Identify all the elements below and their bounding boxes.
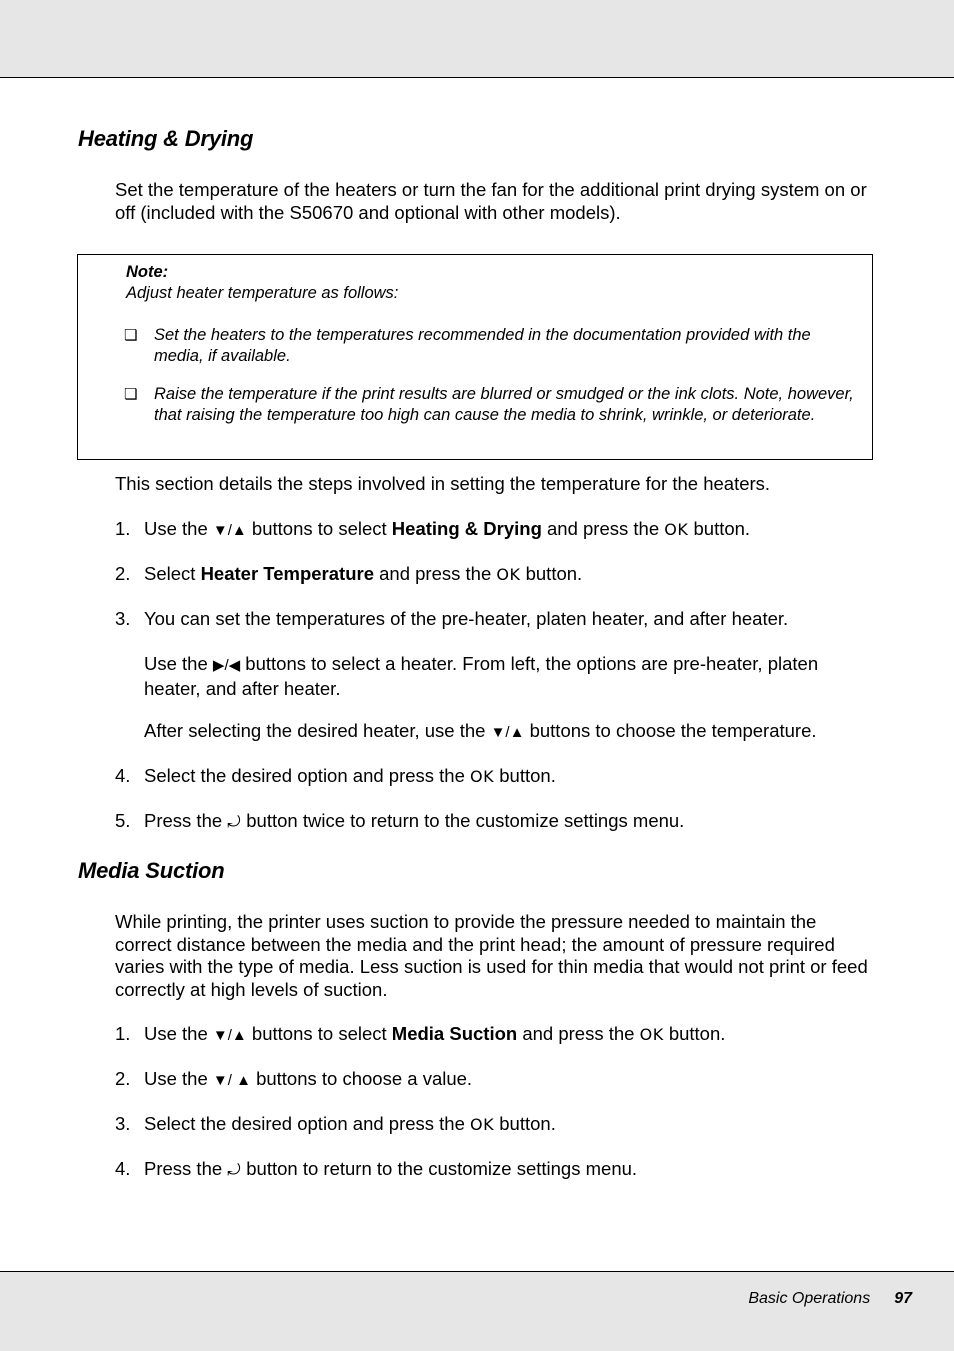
heating-intro: Set the temperature of the heaters or turn the fan for the additional print drying system on or off (included with the S50670 and optional with other models). [115,179,867,223]
heating-step-4 [115,765,875,789]
step-text: Select Heater Temperature and press the OK button. [144,563,583,584]
step-text: Select the desired option and press the OK button. [144,765,556,786]
step-text: Use the ▼/▲ buttons to select Media Suction and press the OK button. [144,1023,726,1044]
step-text: Press the ⤾ button to return to the customize settings menu. [144,1158,638,1179]
heating-step-3 [115,608,875,631]
heating-step-5 [115,810,875,834]
note-bullet [124,325,859,367]
step-number: 2. [115,1068,131,1089]
heating-step-2 [115,563,875,587]
down-up-arrows-icon: ▼/▲ [212,522,247,539]
suction-step-2 [115,1068,875,1093]
suction-step-3 [115,1113,875,1137]
page-header-band [0,0,954,78]
page-number: 97 [894,1290,912,1307]
back-button-icon: ⤾ [227,812,242,831]
footer-section-name: Basic Operations [748,1290,871,1307]
step-number: 1. [115,518,131,539]
suction-step-1 [115,1023,875,1048]
heating-section-intro: This section details the steps involved in setting the temperature for the heaters. [115,473,771,494]
section-heading-suction: Media Suction [78,858,225,883]
note-bullet-text: Raise the temperature if the print results are blurred or smudged or the ink clots. Note, however, that raising the temperature too high can cause the media to shrink, wrinkle, or deteriorate. [154,385,854,424]
step-text: Press the ⤾ button twice to return to the customize settings menu. [144,810,685,831]
step-text: You can set the temperatures of the pre-heater, platen heater, and after heater. [144,608,789,629]
down-up-arrows-icon: ▼/▲ [212,1027,247,1044]
ok-button-icon: OK [470,767,495,786]
suction-step-4 [115,1158,875,1182]
suction-intro: While printing, the printer uses suction to provide the pressure needed to maintain the correct distance between the media and the print head; the amount of pressure required varies with the type of media. Less suction is used for thin media that would not print or feed correctly at high levels of suction. [115,911,868,1000]
ok-button-icon: OK [470,1115,495,1134]
step-text: Select the desired option and press the OK button. [144,1113,556,1134]
step-number: 4. [115,765,131,786]
note-title: Note: [126,263,169,281]
step-text: Use the ▼/ ▲ buttons to choose a value. [144,1068,473,1089]
note-bullet [124,384,859,426]
step-text: Use the ▼/▲ buttons to select Heating & Drying and press the OK button. [144,518,751,539]
page-footer-band [0,1271,954,1351]
heating-step-3-sub-2: After selecting the desired heater, use the ▼/▲ buttons to choose the temperature. [144,720,817,741]
heating-step-1 [115,518,875,543]
note-intro: Adjust heater temperature as follows: [126,284,399,302]
ok-button-icon: OK [639,1025,664,1044]
down-up-arrows-icon: ▼/▲ [490,724,525,741]
step-number: 3. [115,1113,131,1134]
section-heading-heating: Heating & Drying [78,126,254,151]
step-number: 4. [115,1158,131,1179]
ok-button-icon: OK [664,520,689,539]
step-number: 3. [115,608,131,629]
note-bullet-text: Set the heaters to the temperatures recommended in the documentation provided with the media, if available. [154,326,811,365]
back-button-icon: ⤾ [227,1160,242,1179]
ok-button-icon: OK [496,565,521,584]
step-number: 1. [115,1023,131,1044]
checkbox-bullet-icon: ❏ [124,386,138,403]
right-left-arrows-icon: ▶/◀ [212,657,241,674]
step-number: 5. [115,810,131,831]
page-footer [748,1290,912,1308]
checkbox-bullet-icon: ❏ [124,327,138,344]
down-up-arrows-icon: ▼/ ▲ [212,1072,251,1089]
step-number: 2. [115,563,131,584]
heating-step-3-sub-1: Use the ▶/◀ buttons to select a heater. From left, the options are pre-heater, platen heater, and after heater. [144,653,819,699]
note-box [77,254,873,460]
